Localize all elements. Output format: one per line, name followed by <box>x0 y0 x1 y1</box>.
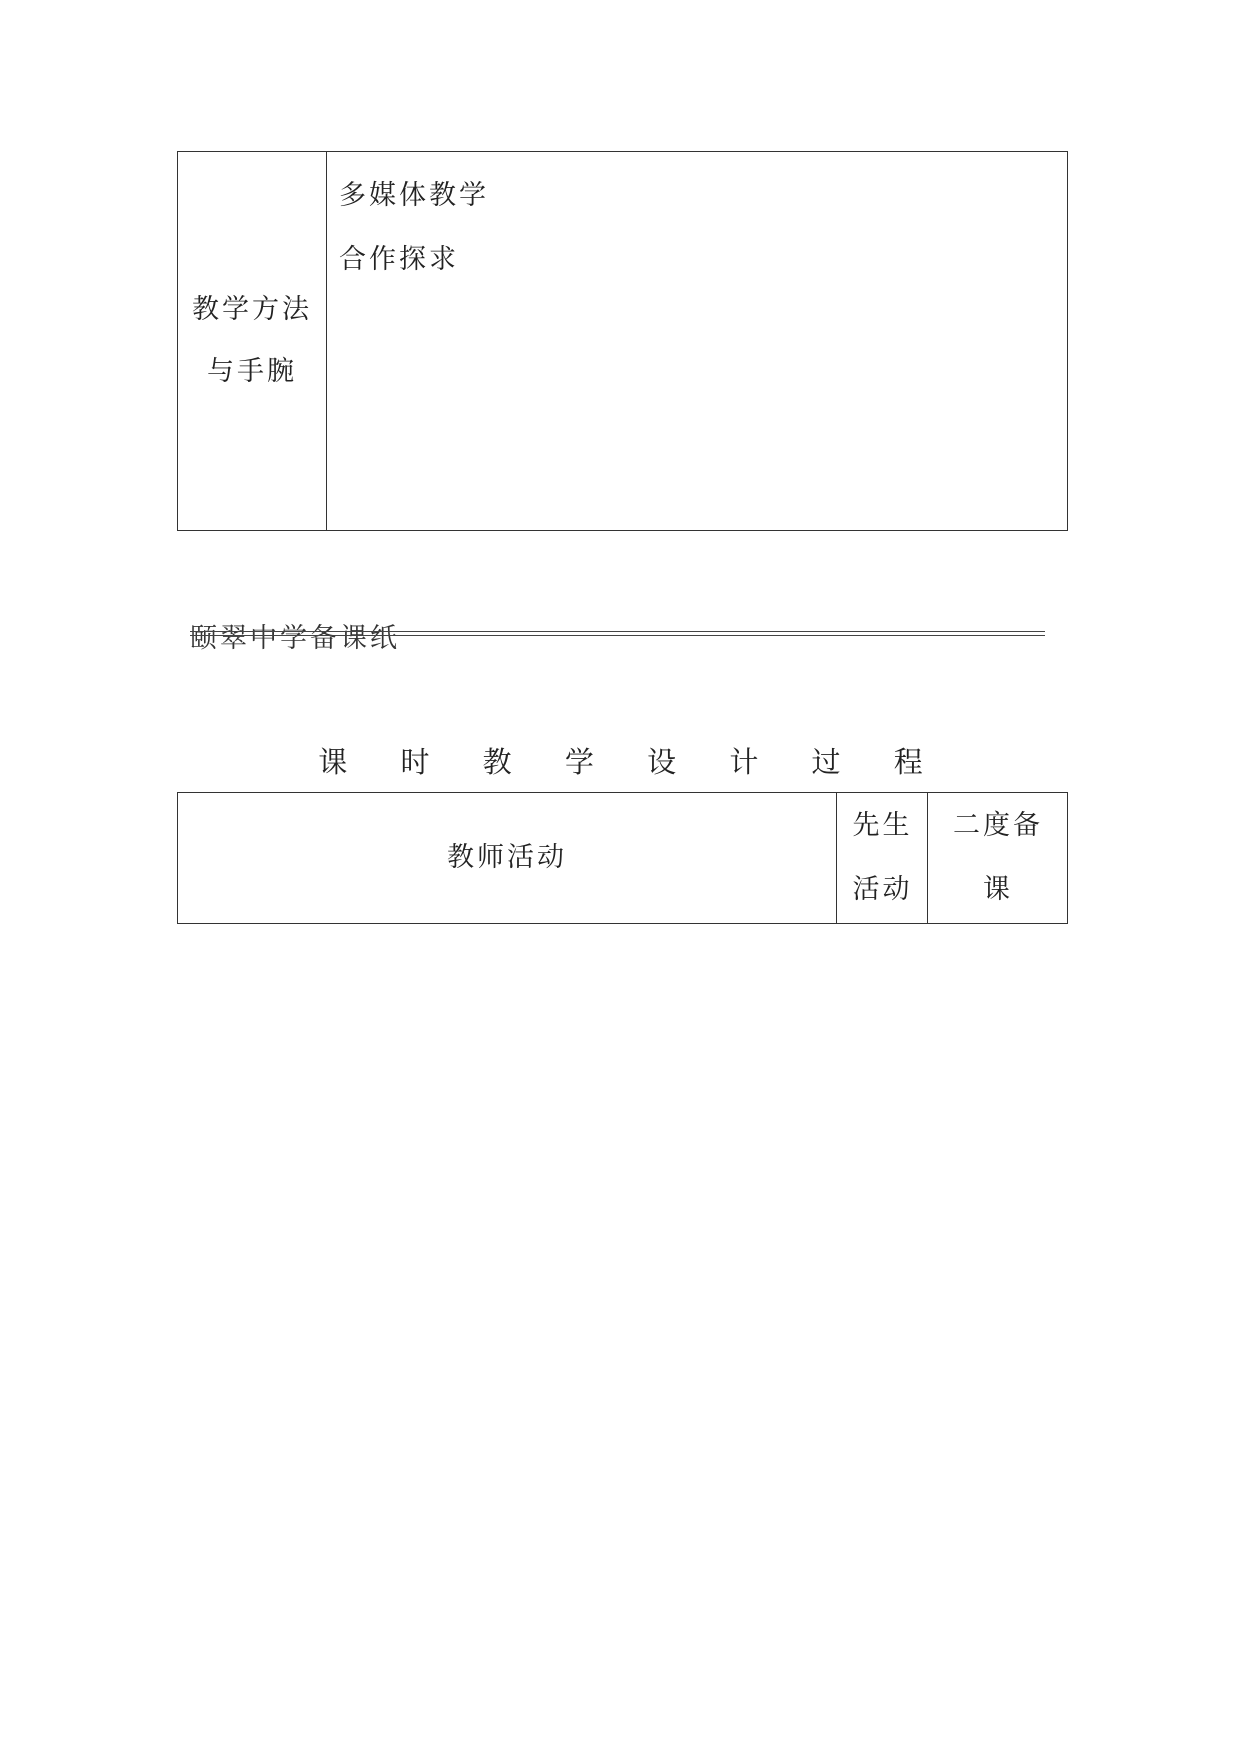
teacher-activity-label: 教师活动 <box>447 842 567 873</box>
teaching-method-item: 多媒体教学 <box>339 180 489 211</box>
teacher-activity-header <box>178 793 836 923</box>
teaching-methods-label-cell <box>178 152 326 530</box>
student-activity-header <box>836 793 928 923</box>
section-title: 课 时 教 学 设 计 过 程 <box>318 745 945 779</box>
lesson-process-table <box>177 792 1068 924</box>
school-name: 颐翠中学备课纸 <box>190 623 400 654</box>
second-prep-label-line-2: 课 <box>983 874 1013 905</box>
second-prep-header <box>927 793 1068 923</box>
student-activity-label-line-1: 先生 <box>852 810 913 841</box>
header-rule-top <box>190 631 1045 632</box>
teaching-method-item: 合作探求 <box>339 244 459 275</box>
teaching-methods-label-line-1: 教学方法 <box>192 294 312 325</box>
second-prep-label-line-1: 二度备 <box>953 810 1043 841</box>
header-rule-bottom <box>190 635 1045 636</box>
teaching-methods-content-cell <box>339 164 489 292</box>
school-header <box>190 610 1045 654</box>
column-divider <box>326 152 327 530</box>
teaching-methods-table <box>177 151 1068 531</box>
student-activity-label-line-2: 活动 <box>852 874 913 905</box>
teaching-methods-label-line-2: 与手腕 <box>207 356 297 387</box>
